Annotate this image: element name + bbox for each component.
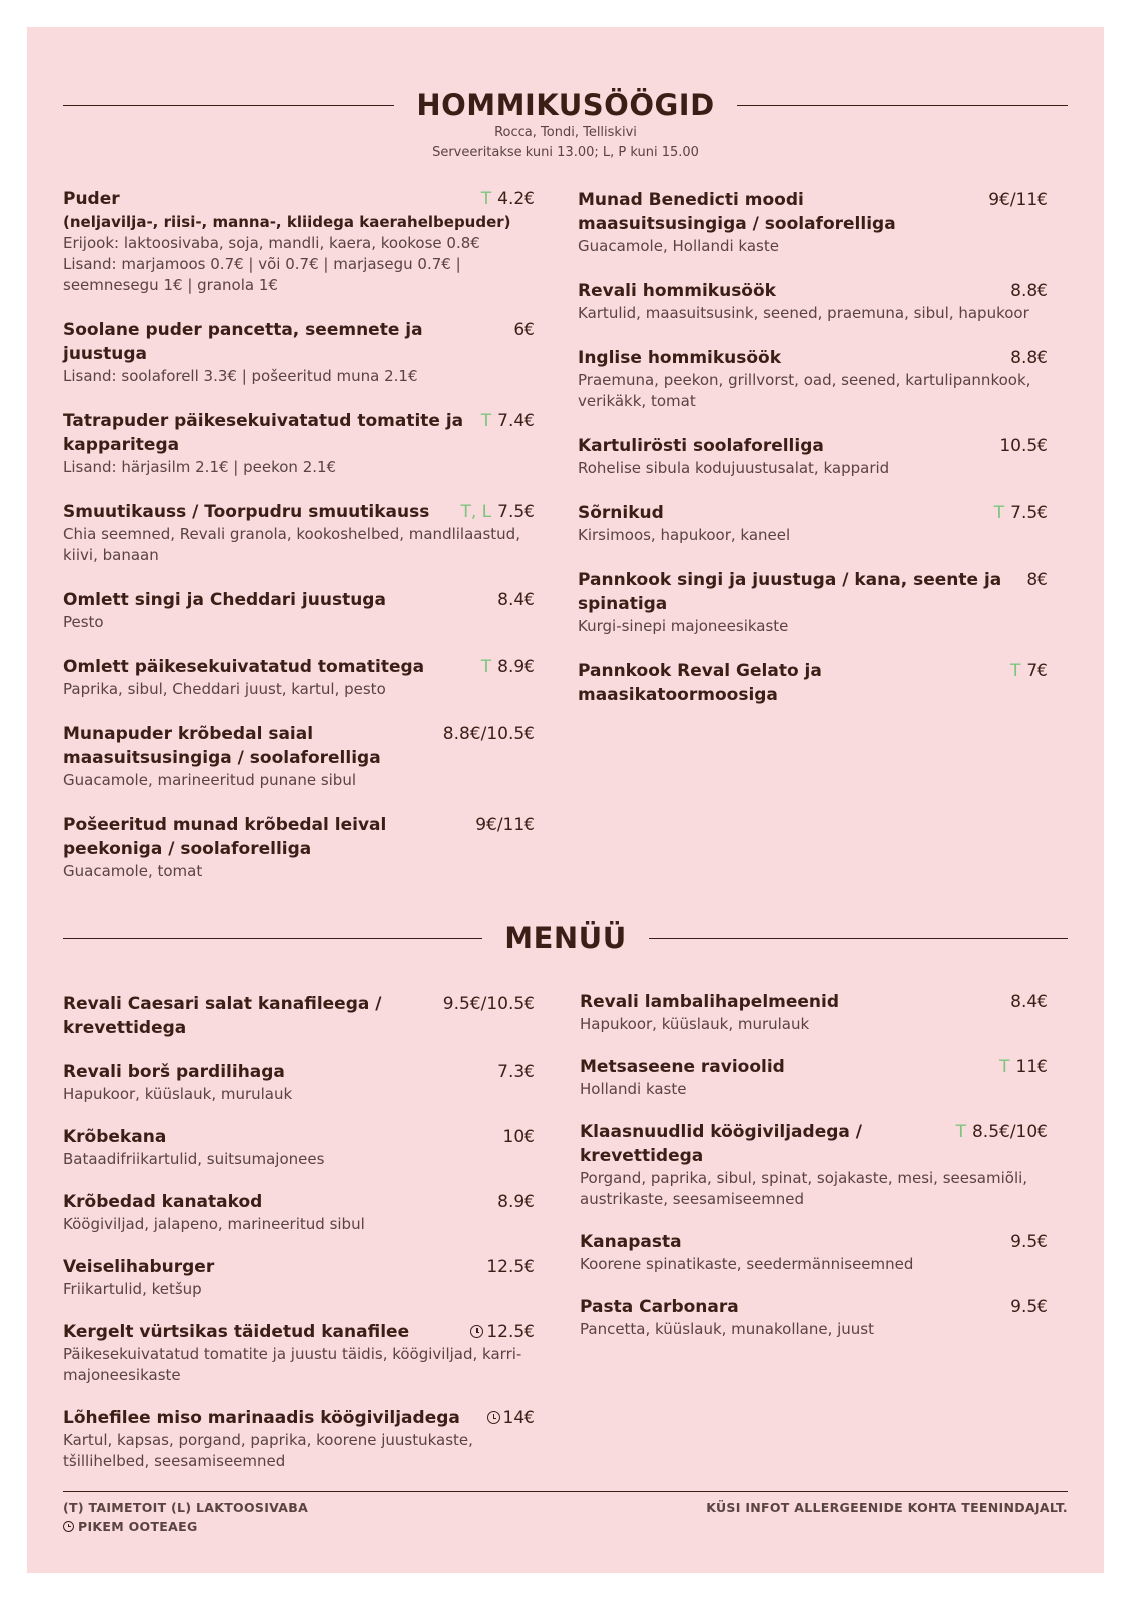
item-name: Sõrnikud <box>578 503 664 523</box>
item-price <box>471 409 535 433</box>
item-name: Pannkook Reval Gelato ja maasikatoormoosiga <box>578 661 822 705</box>
item-description: Chia seemned, Revali granola, kookoshelbed, mandlilaastud, kiivi, banaan <box>63 525 520 564</box>
item-price <box>487 1060 535 1084</box>
menu-item <box>578 188 1048 257</box>
item-name: Veiselihaburger <box>63 1257 215 1277</box>
item-name: Pasta Carbonara <box>580 1297 739 1317</box>
menu-sheet <box>27 27 1104 1573</box>
diet-tag: T <box>480 411 492 431</box>
item-name: Puder <box>63 189 120 209</box>
menu-item <box>578 434 1048 479</box>
price-value: 7.3€ <box>497 1062 535 1082</box>
item-description: Kirsimoos, hapukoor, kaneel <box>578 526 791 544</box>
item-price <box>1000 1230 1048 1254</box>
item-name: Revali hommikusöök <box>578 281 776 301</box>
item-description: Köögiviljad, jalapeno, marineeritud sibul <box>63 1215 365 1233</box>
breakfast-serving-time: Serveeritakse kuni 13.00; L, P kuni 15.00 <box>432 145 699 160</box>
diet-tag: T, L <box>460 502 492 522</box>
item-description: Friikartulid, ketšup <box>63 1280 202 1298</box>
price-value: 11€ <box>1015 1057 1048 1077</box>
breakfast-title: HOMMIKUSÖÖGID <box>416 88 715 122</box>
price-value: 12.5€ <box>486 1322 535 1342</box>
menu-item <box>580 1120 1048 1210</box>
item-description: Hapukoor, küüslauk, murulauk <box>63 1085 293 1103</box>
item-description: Koorene spinatikaste, seedermänniseemned <box>580 1255 914 1273</box>
menu-item <box>63 655 535 700</box>
item-name: Munad Benedicti moodi maasuitsusingiga / soolaforelliga <box>578 190 896 234</box>
menu-item <box>63 187 535 296</box>
menu-item <box>63 1060 535 1105</box>
menu-right-column <box>580 990 1048 1360</box>
price-value: 12.5€ <box>486 1257 535 1277</box>
price-value: 8.4€ <box>497 590 535 610</box>
item-name: Soolane puder pancetta, seemnete ja juustuga <box>63 320 423 364</box>
item-description: Pesto <box>63 613 104 631</box>
item-description: Lisand: härjasilm 2.1€ | peekon 2.1€ <box>63 458 337 476</box>
item-name: Revali Caesari salat kanafileega / krevettidega <box>63 994 382 1038</box>
menu-item <box>63 588 535 633</box>
item-price <box>978 188 1048 212</box>
price-value: 8.5€/10€ <box>971 1122 1048 1142</box>
item-price <box>487 1190 535 1214</box>
diet-tag: T <box>993 503 1005 523</box>
menu-item <box>63 1190 535 1235</box>
item-price <box>471 187 535 211</box>
item-name: Krõbedad kanatakod <box>63 1192 263 1212</box>
item-price <box>433 722 535 746</box>
clock-icon <box>487 1411 500 1424</box>
item-subtitle: (neljavilja-, riisi-, manna-, kliidega kaerahelbepuder) <box>63 213 511 231</box>
item-description: Lisand: soolaforell 3.3€ | pošeeritud muna 2.1€ <box>63 367 418 385</box>
item-name: Munapuder krõbedal saial maasuitsusingiga / soolaforelliga <box>63 724 381 768</box>
item-description: Kartulid, maasuitsusink, seened, praemuna, sibul, hapukoor <box>578 304 1029 322</box>
price-value: 10€ <box>502 1127 535 1147</box>
price-value: 9€/11€ <box>475 815 535 835</box>
item-description: Paprika, sibul, Cheddari juust, kartul, pesto <box>63 680 386 698</box>
item-name: Omlett singi ja Cheddari juustuga <box>63 590 386 610</box>
item-description: Hapukoor, küüslauk, murulauk <box>580 1015 810 1033</box>
menu-item <box>578 659 1048 707</box>
item-description: Porgand, paprika, sibul, spinat, sojakaste, mesi, seesamiõli, austrikaste, seesamiseemned <box>580 1169 1028 1208</box>
menu-item <box>580 1055 1048 1100</box>
divider-line <box>649 938 1068 939</box>
item-description: Hollandi kaste <box>580 1080 687 1098</box>
menu-item <box>63 813 535 882</box>
item-name: Omlett päikesekuivatatud tomatitega <box>63 657 425 677</box>
item-price <box>946 1120 1048 1144</box>
price-value: 7.5€ <box>1010 503 1048 523</box>
item-price <box>460 1320 535 1344</box>
price-value: 7.4€ <box>497 411 535 431</box>
diet-tag: T <box>1009 661 1021 681</box>
price-value: 8.8€ <box>1010 348 1048 368</box>
item-name: Metsaseene ravioolid <box>580 1057 785 1077</box>
footer-legend: (T) TAIMETOIT (L) LAKTOOSIVABA <box>63 1500 309 1515</box>
menu-item <box>580 990 1048 1035</box>
item-price <box>989 1055 1048 1079</box>
price-value: 9.5€/10.5€ <box>442 994 535 1014</box>
item-price <box>493 1125 535 1149</box>
item-price <box>989 434 1048 458</box>
price-value: 8.4€ <box>1010 992 1048 1012</box>
breakfast-header <box>63 87 1068 163</box>
item-name: Revali lambalihapelmeenid <box>580 992 840 1012</box>
item-price <box>476 1255 535 1279</box>
menu-item <box>63 992 535 1040</box>
price-value: 14€ <box>502 1408 535 1428</box>
item-name: Klaasnuudlid köögiviljadega / krevettidega <box>580 1122 862 1166</box>
menu-item <box>63 318 535 387</box>
item-name: Pošeeritud munad krõbedal leival peekoniga / soolaforelliga <box>63 815 387 859</box>
item-name: Kartulirösti soolaforelliga <box>578 436 824 456</box>
breakfast-right-column <box>578 188 1048 729</box>
item-price <box>1000 279 1048 303</box>
price-value: 8.8€/10.5€ <box>442 724 535 744</box>
price-value: 9.5€ <box>1010 1232 1048 1252</box>
breakfast-locations: Rocca, Tondi, Telliskivi <box>494 125 637 140</box>
footer <box>63 1491 1068 1536</box>
item-name: Inglise hommikusöök <box>578 348 782 368</box>
menu-item <box>578 279 1048 324</box>
item-description: Kurgi-sinepi majoneesikaste <box>578 617 789 635</box>
diet-tag: T <box>955 1122 966 1142</box>
menu-item <box>580 1230 1048 1275</box>
price-value: 10.5€ <box>999 436 1048 456</box>
item-name: Kanapasta <box>580 1232 682 1252</box>
menu-item <box>63 409 535 478</box>
item-name: Tatrapuder päikesekuivatatud tomatite ja kapparitega <box>63 411 464 455</box>
item-description: Bataadifriikartulid, suitsumajonees <box>63 1150 325 1168</box>
clock-icon <box>63 1521 74 1532</box>
price-value: 9.5€ <box>1010 1297 1048 1317</box>
item-price <box>1000 990 1048 1014</box>
breakfast-left-column <box>63 187 535 904</box>
price-value: 8€ <box>1026 570 1048 590</box>
menu-item <box>63 722 535 791</box>
menu-item <box>63 1320 535 1386</box>
divider-line <box>737 105 1068 106</box>
price-value: 4.2€ <box>497 189 535 209</box>
menu-title: MENÜÜ <box>504 921 627 955</box>
price-value: 8.9€ <box>497 657 535 677</box>
item-price <box>477 1406 535 1430</box>
item-name: Smuutikauss / Toorpudru smuutikauss <box>63 502 430 522</box>
diet-tag: T <box>480 657 492 677</box>
menu-left-column <box>63 992 535 1492</box>
menu-item <box>63 1406 535 1472</box>
item-price <box>1000 659 1048 683</box>
item-description: Guacamole, marineeritud punane sibul <box>63 771 357 789</box>
item-price <box>471 655 535 679</box>
menu-header <box>63 920 1068 956</box>
item-description: Erijook: laktoosivaba, soja, mandli, kaera, kookose 0.8€ Lisand: marjamoos 0.7€ | või 0.7€ | marjasegu 0.7€ | seemnesegu 1€ | granola 1€ <box>63 234 480 294</box>
item-description: Kartul, kapsas, porgand, paprika, koorene juustukaste, tšillihelbed, seesamiseemned <box>63 1431 473 1470</box>
diet-tag: T <box>999 1057 1010 1077</box>
price-value: 7€ <box>1026 661 1048 681</box>
item-price <box>984 501 1048 525</box>
menu-item <box>580 1295 1048 1340</box>
price-value: 8.8€ <box>1010 281 1048 301</box>
item-name: Revali borš pardilihaga <box>63 1062 285 1082</box>
clock-icon <box>470 1325 483 1338</box>
item-price <box>503 318 535 342</box>
menu-item <box>578 568 1048 637</box>
footer-wait-note: PIKEM OOTEAEG <box>78 1519 198 1534</box>
item-description: Rohelise sibula kodujuustusalat, kapparid <box>578 459 890 477</box>
item-description: Guacamole, Hollandi kaste <box>578 237 779 255</box>
item-name: Krõbekana <box>63 1127 167 1147</box>
item-description: Praemuna, peekon, grillvorst, oad, seened, kartulipannkook, verikäkk, tomat <box>578 371 1031 410</box>
menu-item <box>63 500 535 566</box>
item-description: Päikesekuivatatud tomatite ja juustu täidis, köögiviljad, karri-majoneesikaste <box>63 1345 522 1384</box>
diet-tag: T <box>480 189 492 209</box>
item-name: Kergelt vürtsikas täidetud kanafilee <box>63 1322 410 1342</box>
item-price <box>487 588 535 612</box>
menu-item <box>63 1125 535 1170</box>
divider-line <box>63 105 394 106</box>
menu-item <box>63 1255 535 1300</box>
divider-line <box>63 938 482 939</box>
item-price <box>465 813 535 837</box>
price-value: 8.9€ <box>497 1192 535 1212</box>
item-description: Pancetta, küüslauk, munakollane, juust <box>580 1320 875 1338</box>
item-price <box>450 500 535 524</box>
item-name: Pannkook singi ja juustuga / kana, seente ja spinatiga <box>578 570 1002 614</box>
item-description: Guacamole, tomat <box>63 862 203 880</box>
price-value: 7.5€ <box>497 502 535 522</box>
footer-allergen-note: KÜSI INFOT ALLERGEENIDE KOHTA TEENINDAJALT. <box>706 1500 1068 1515</box>
item-price <box>1000 1295 1048 1319</box>
item-name: Lõhefilee miso marinaadis köögiviljadega <box>63 1408 460 1428</box>
price-value: 6€ <box>513 320 535 340</box>
item-price <box>1016 568 1048 592</box>
price-value: 9€/11€ <box>988 190 1048 210</box>
item-price <box>433 992 535 1016</box>
item-price <box>1000 346 1048 370</box>
menu-item <box>578 501 1048 546</box>
menu-item <box>578 346 1048 412</box>
